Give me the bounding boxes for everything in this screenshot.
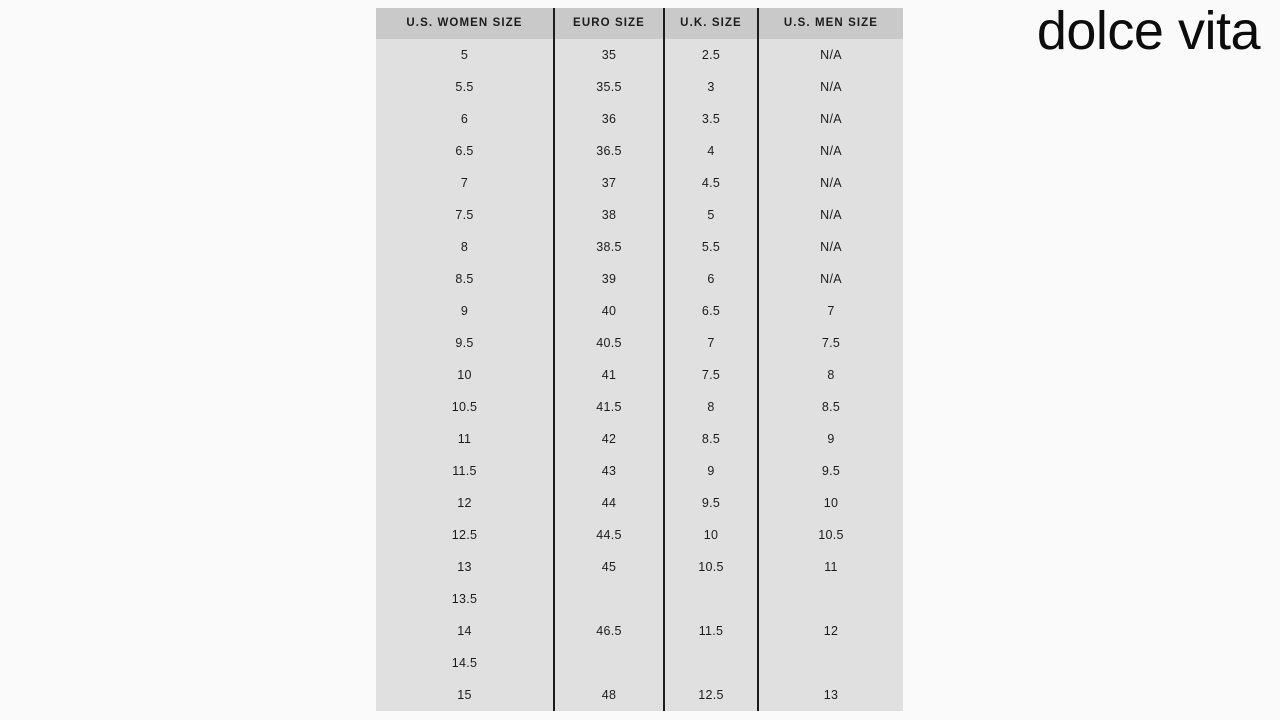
cell-euro: 37 [554, 167, 664, 199]
cell-us-men [758, 647, 903, 679]
cell-us-men: N/A [758, 71, 903, 103]
cell-us-women: 8 [376, 231, 554, 263]
cell-euro: 46.5 [554, 615, 664, 647]
cell-us-men: 13 [758, 679, 903, 711]
column-header-us-women: U.S. WOMEN SIZE [376, 8, 554, 39]
cell-us-men: 10 [758, 487, 903, 519]
cell-euro: 44 [554, 487, 664, 519]
cell-us-men: N/A [758, 135, 903, 167]
cell-us-men: N/A [758, 199, 903, 231]
cell-us-women: 8.5 [376, 263, 554, 295]
table-row [376, 423, 903, 455]
cell-us-women: 13 [376, 551, 554, 583]
cell-euro: 36.5 [554, 135, 664, 167]
cell-euro: 40 [554, 295, 664, 327]
cell-us-men: 8.5 [758, 391, 903, 423]
size-chart-body [376, 39, 903, 711]
cell-euro: 35.5 [554, 71, 664, 103]
cell-uk: 4.5 [664, 167, 758, 199]
size-chart-table [376, 8, 903, 711]
cell-euro: 44.5 [554, 519, 664, 551]
cell-uk: 9 [664, 455, 758, 487]
cell-us-men: 9.5 [758, 455, 903, 487]
column-header-us-men: U.S. MEN SIZE [758, 8, 903, 39]
cell-uk: 7.5 [664, 359, 758, 391]
table-row [376, 359, 903, 391]
cell-euro: 43 [554, 455, 664, 487]
cell-euro: 36 [554, 103, 664, 135]
cell-us-women: 15 [376, 679, 554, 711]
cell-us-women: 9 [376, 295, 554, 327]
cell-euro: 38.5 [554, 231, 664, 263]
cell-us-women: 11 [376, 423, 554, 455]
cell-us-men: 7.5 [758, 327, 903, 359]
size-chart-container [376, 8, 903, 711]
table-row [376, 39, 903, 71]
table-row [376, 615, 903, 647]
cell-uk [664, 647, 758, 679]
cell-uk: 10 [664, 519, 758, 551]
table-row [376, 295, 903, 327]
cell-uk: 3.5 [664, 103, 758, 135]
table-header-row [376, 8, 903, 39]
brand-logo: dolce vita [1036, 1, 1260, 61]
cell-us-women: 6 [376, 103, 554, 135]
cell-uk: 11.5 [664, 615, 758, 647]
cell-us-women: 7.5 [376, 199, 554, 231]
table-row [376, 391, 903, 423]
cell-us-women: 7 [376, 167, 554, 199]
cell-uk: 4 [664, 135, 758, 167]
column-header-euro: EURO SIZE [554, 8, 664, 39]
cell-us-women: 14 [376, 615, 554, 647]
table-row [376, 71, 903, 103]
cell-us-women: 13.5 [376, 583, 554, 615]
cell-uk: 9.5 [664, 487, 758, 519]
cell-us-women: 10.5 [376, 391, 554, 423]
cell-us-women: 12 [376, 487, 554, 519]
cell-euro: 41.5 [554, 391, 664, 423]
cell-euro [554, 647, 664, 679]
cell-euro: 39 [554, 263, 664, 295]
cell-us-women: 14.5 [376, 647, 554, 679]
cell-us-men: N/A [758, 263, 903, 295]
cell-uk: 8.5 [664, 423, 758, 455]
cell-us-women: 5.5 [376, 71, 554, 103]
cell-us-men: 9 [758, 423, 903, 455]
cell-us-women: 5 [376, 39, 554, 71]
cell-euro: 38 [554, 199, 664, 231]
column-header-uk: U.K. SIZE [664, 8, 758, 39]
cell-us-men: 7 [758, 295, 903, 327]
cell-us-women: 6.5 [376, 135, 554, 167]
cell-us-women: 12.5 [376, 519, 554, 551]
table-row [376, 135, 903, 167]
cell-uk: 8 [664, 391, 758, 423]
cell-uk: 6 [664, 263, 758, 295]
cell-us-men: N/A [758, 231, 903, 263]
cell-us-women: 10 [376, 359, 554, 391]
cell-uk: 3 [664, 71, 758, 103]
cell-us-men: N/A [758, 167, 903, 199]
cell-uk: 10.5 [664, 551, 758, 583]
cell-uk: 2.5 [664, 39, 758, 71]
table-row [376, 647, 903, 679]
cell-us-men: 8 [758, 359, 903, 391]
cell-uk: 12.5 [664, 679, 758, 711]
table-row [376, 519, 903, 551]
table-row [376, 551, 903, 583]
table-row [376, 263, 903, 295]
size-chart-header [376, 8, 903, 39]
cell-uk: 7 [664, 327, 758, 359]
table-row [376, 679, 903, 711]
table-row [376, 199, 903, 231]
cell-uk: 6.5 [664, 295, 758, 327]
cell-uk: 5 [664, 199, 758, 231]
cell-euro: 42 [554, 423, 664, 455]
cell-euro: 35 [554, 39, 664, 71]
table-row [376, 231, 903, 263]
cell-us-men: N/A [758, 39, 903, 71]
cell-uk: 5.5 [664, 231, 758, 263]
cell-euro: 41 [554, 359, 664, 391]
cell-us-men: 11 [758, 551, 903, 583]
cell-euro: 40.5 [554, 327, 664, 359]
cell-us-women: 9.5 [376, 327, 554, 359]
table-row [376, 167, 903, 199]
cell-us-men: N/A [758, 103, 903, 135]
cell-us-men: 10.5 [758, 519, 903, 551]
cell-us-men [758, 583, 903, 615]
table-row [376, 487, 903, 519]
table-row [376, 327, 903, 359]
cell-uk [664, 583, 758, 615]
cell-euro: 45 [554, 551, 664, 583]
cell-euro: 48 [554, 679, 664, 711]
table-row [376, 103, 903, 135]
table-row [376, 455, 903, 487]
cell-us-women: 11.5 [376, 455, 554, 487]
table-row [376, 583, 903, 615]
cell-euro [554, 583, 664, 615]
cell-us-men: 12 [758, 615, 903, 647]
